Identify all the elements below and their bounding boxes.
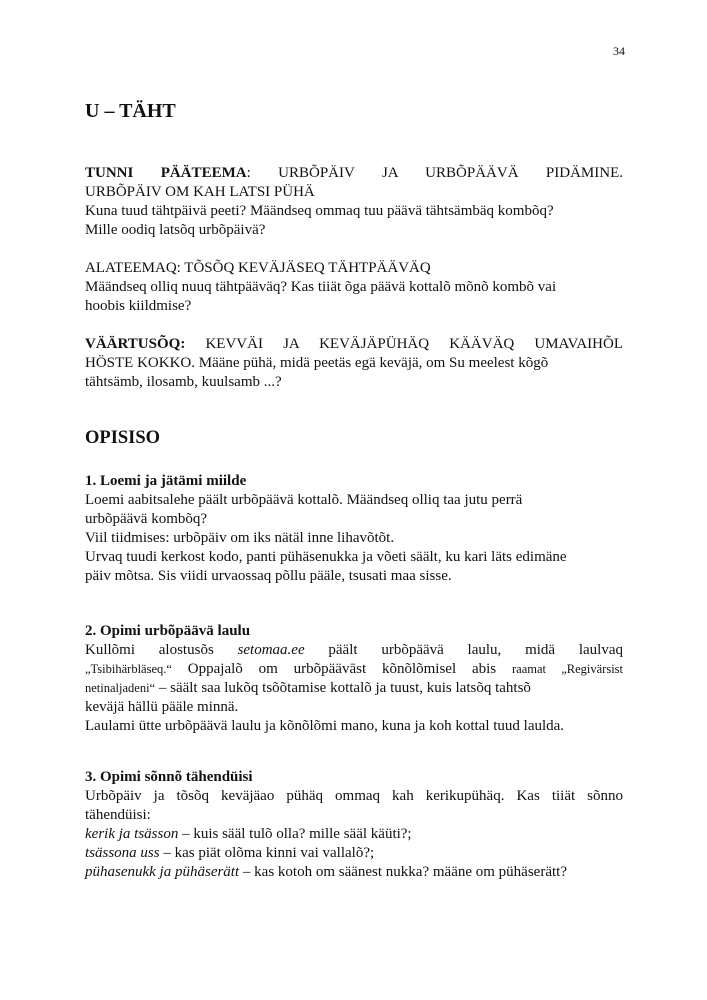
task-3-term-3: pühasenukk ja pühäserätt – kas kotoh om säänest nukka? määne om pühäserätt? <box>85 864 567 880</box>
task-3-term-1: kerik ja tsässon – kuis sääl tulõ olla? mille sääl käüti?; <box>85 826 412 842</box>
page-number: 34 <box>613 44 625 58</box>
task-1-line-3: Viil tiidmises: urbõpäiv om iks nätäl inne lihavõtõt. <box>85 530 395 546</box>
values-block <box>85 335 623 392</box>
subtheme-line-2: Määndseq olliq nuuq tähtpääväq? Kas tiiät õga päävä kottalõ mõnõ kombõ vai <box>85 279 557 295</box>
subtheme-line-1: ALATEEMAQ: TÕSÕQ KEVÄJÄSEQ TÄHTPÄÄVÄQ <box>85 260 431 276</box>
page-title: U – TÄHT <box>85 100 176 122</box>
task-1-line-1: Loemi aabitsalehe päält urbõpäävä kottalõ. Määndseq olliq taa jutu perrä <box>85 492 523 508</box>
section-heading: OPISISO <box>85 428 161 448</box>
task-1-block <box>85 472 623 586</box>
theme-label: TUNNI PÄÄTEEMA <box>85 165 247 181</box>
website-name: setomaa.ee <box>237 642 305 658</box>
task-1-line-4: Urvaq tuudi kerkost kodo, panti pühäsenukka ja võeti säält, ku kari läts edimäne <box>85 549 567 565</box>
theme-line-1: TUNNI PÄÄTEEMA: URBÕPÄIV JA URBÕPÄÄVÄ PIDÄMINE. <box>85 165 623 181</box>
subtheme-block <box>85 259 623 316</box>
task-1-title: 1. Loemi ja jätämi miilde <box>85 473 247 489</box>
theme-line-3: Kuna tuud tähtpäivä peeti? Määndseq ommaq tuu päävä tähtsämbäq kombõq? <box>85 203 554 219</box>
task-1-line-5: päiv mõtsa. Sis viidi urvaossaq põllu pääle, tsusati maa sisse. <box>85 568 452 584</box>
task-3-line-2: tähendüisi: <box>85 807 151 823</box>
task-2-line-5: Laulami ütte urbõpäävä laulu ja kõnõlõmi mano, kuna ja koh kottal tuud laulda. <box>85 718 565 734</box>
task-3-line-1: Urbõpäiv ja tõsõq keväjäao pühäq ommaq kah kerikupühäq. Kas tiiät sõnno <box>85 788 623 804</box>
task-3-title: 3. Opimi sõnnõ tähendüisi <box>85 769 253 785</box>
values-line-1: VÄÄRTUSÕQ: KEVVÄI JA KEVÄJÄPÜHÄQ KÄÄVÄQ UMAVAIHÕL <box>85 336 623 352</box>
task-2-line-3: netinaljadeni“ – säält saa lukõq tsõõtamise kottalõ ja tuust, kuis latsõq tahtsõ <box>85 680 531 696</box>
values-label: VÄÄRTUSÕQ: <box>85 336 186 352</box>
task-2-line-2: „Tsibihärbläseq.“ Oppajalõ om urbõpäävāst kõnõlõmisel abis raamat „Regivärsist <box>85 661 624 677</box>
values-line-2: HÖSTE KOKKO. Määne pühä, midä peetäs egä keväjä, om Su meelest kõgõ <box>85 355 549 371</box>
task-2-block <box>85 622 623 736</box>
task-3-term-2: tsässona uss – kas piät olõma kinni vai vallalõ?; <box>85 845 375 861</box>
task-2-line-1: Kullõmi alostusõs setomaa.ee päält urbõpäävä laulu, midä laulvaq <box>85 642 623 658</box>
task-2-line-4: keväjä hällü pääle minnä. <box>85 699 239 715</box>
task-3-block <box>85 768 623 882</box>
values-line-3: tähtsämb, ilosamb, kuulsamb ...? <box>85 374 282 390</box>
task-1-line-2: urbõpäävä kombõq? <box>85 511 208 527</box>
main-theme-block <box>85 164 623 240</box>
subtheme-line-3: hoobis kiildmise? <box>85 298 192 314</box>
theme-line-4: Mille oodiq latsõq urbõpäivä? <box>85 222 266 238</box>
task-2-title: 2. Opimi urbõpäävä laulu <box>85 623 251 639</box>
theme-line-2: URBÕPÄIV OM KAH LATSI PÜHÄ <box>85 184 315 200</box>
